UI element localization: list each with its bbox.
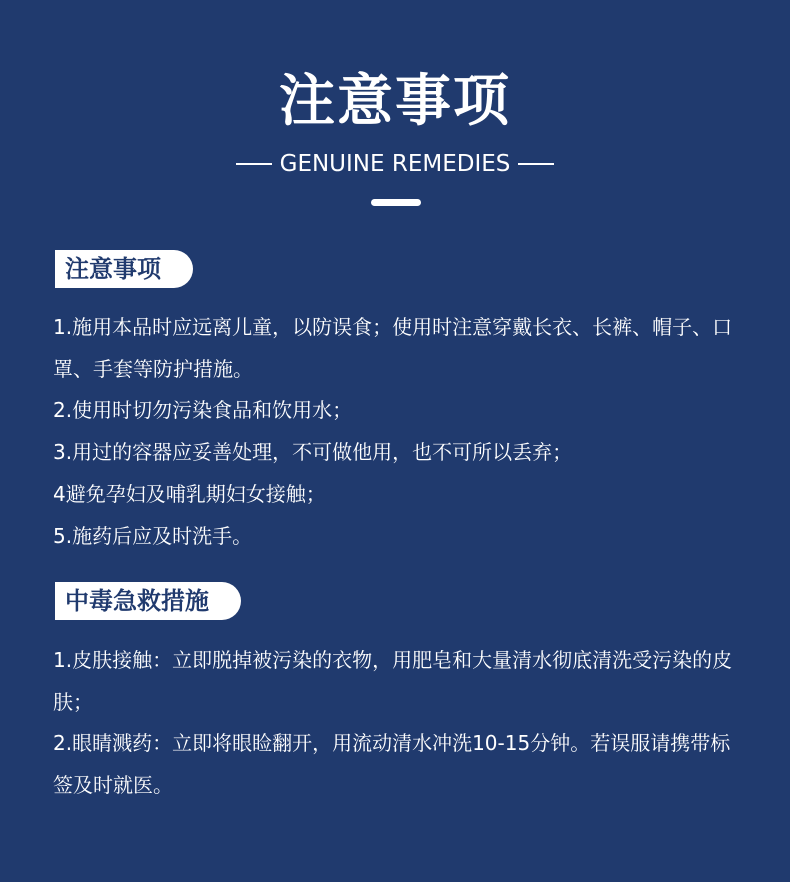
list-item: 4避免孕妇及哺乳期妇女接触； (53, 481, 326, 506)
list-item: 2.使用时切勿污染食品和饮用水； (53, 398, 353, 423)
section-body-first-aid (53, 640, 743, 807)
section-body-precautions (53, 307, 743, 557)
list-item: 1.施用本品时应远离儿童，以防误食；使用时注意穿戴长衣、长裤、帽子、口罩、手套等防护措施。 (53, 315, 733, 381)
page-subtitle: GENUINE REMEDIES (279, 151, 511, 177)
subtitle-right-rule (518, 163, 554, 165)
list-item: 3.用过的容器应妥善处理，不可做他用，也不可所以丢弃； (53, 440, 573, 465)
list-item: 5.施药后应及时洗手。 (53, 523, 253, 548)
section-heading-first-aid: 中毒急救措施 (55, 582, 241, 620)
section-heading-precautions: 注意事项 (55, 250, 193, 288)
subtitle-left-rule (236, 163, 272, 165)
page-title: 注意事项 (279, 69, 511, 134)
title-accent-bar (371, 199, 421, 206)
list-item: 2.眼睛溅药：立即将眼睑翻开，用流动清水冲洗10-15分钟。若误服请携带标签及时就医。 (53, 731, 731, 798)
list-item: 1.皮肤接触：立即脱掉被污染的衣物，用肥皂和大量清水彻底清洗受污染的皮肤； (53, 648, 733, 714)
page-subtitle-row (0, 150, 790, 178)
